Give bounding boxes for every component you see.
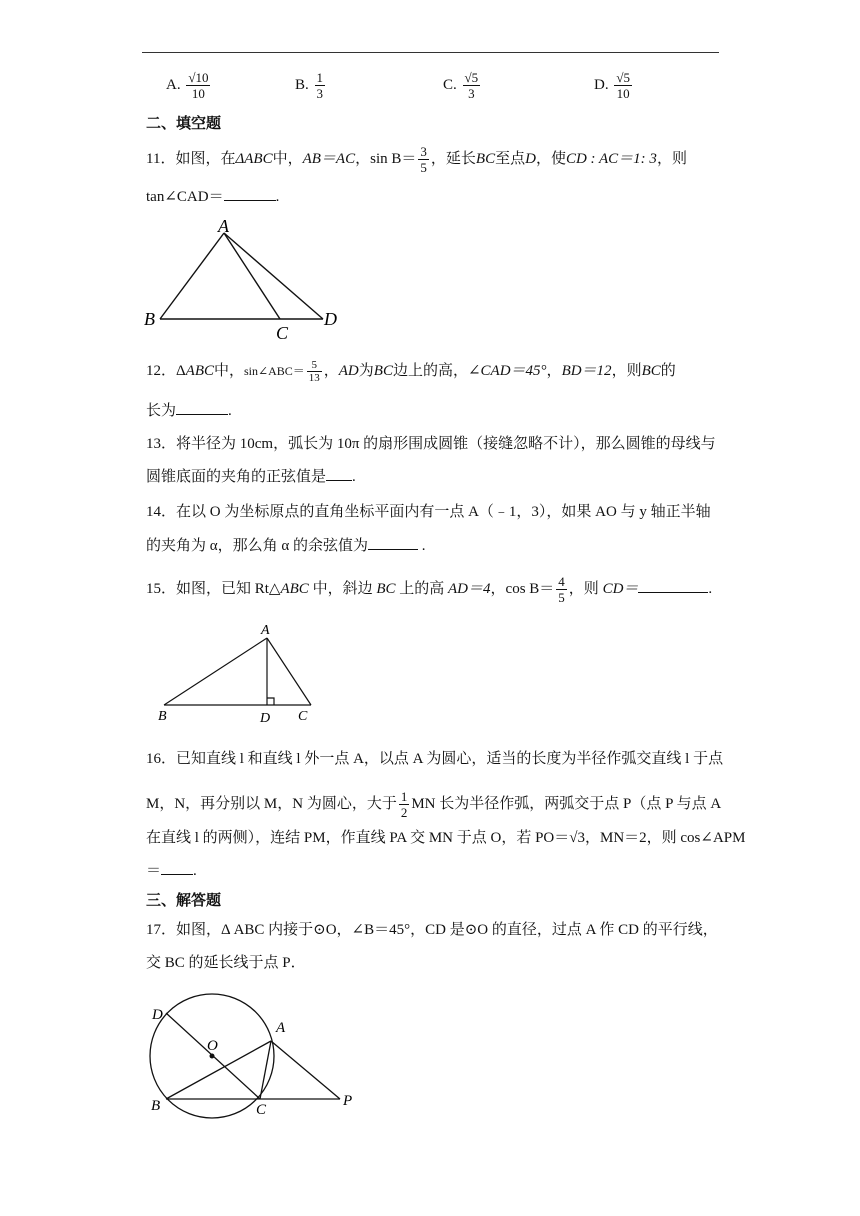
fig17-label-a: A xyxy=(276,1020,286,1036)
q13-answer-blank[interactable] xyxy=(326,466,352,481)
q11-math: D xyxy=(525,150,536,167)
q11-math: BC xyxy=(475,150,496,167)
q15-frac-num: 4 xyxy=(558,574,565,589)
q15-line1 xyxy=(146,574,712,605)
q12-text: ， xyxy=(546,362,562,379)
q12-end: . xyxy=(228,403,232,419)
fig17-label-p: P xyxy=(343,1093,353,1109)
q12-text: ，则 xyxy=(611,362,642,379)
option-a-num: √10 xyxy=(188,70,209,85)
q12-math: sin∠ABC＝ xyxy=(244,363,305,378)
option-b-den: 3 xyxy=(316,86,324,101)
q11-math: sin B＝ xyxy=(370,150,417,167)
fig17-label-d: D xyxy=(152,1007,163,1023)
fig15-side-ab xyxy=(164,638,267,705)
q15-end: . xyxy=(708,580,713,597)
q12-text: 为 xyxy=(358,362,374,379)
section-answer: 三、解答题 xyxy=(146,891,222,909)
q15-math: CD＝ xyxy=(602,580,639,597)
option-b-num: 1 xyxy=(316,70,324,85)
q12-text: 的 xyxy=(660,362,676,379)
q14-end: . xyxy=(417,538,426,554)
q12-line1 xyxy=(146,359,676,384)
fig15-label-b: B xyxy=(158,709,167,724)
option-b-label: B. xyxy=(295,76,309,93)
q12-frac-den: 13 xyxy=(308,372,320,384)
q11-math: AB＝AC xyxy=(302,150,356,167)
q12-answer-blank[interactable] xyxy=(176,400,228,415)
q16-text: MN 长为半径作弧，两弧交于点 P（点 P 与点 A xyxy=(411,795,722,812)
figure-q17 xyxy=(140,985,370,1120)
q15-answer-blank[interactable] xyxy=(638,578,708,593)
option-a-den: 10 xyxy=(191,86,205,101)
q16-frac-den: 2 xyxy=(400,805,408,820)
fig15-side-ac xyxy=(267,638,311,705)
q15-frac-den: 5 xyxy=(558,590,565,605)
q12-text: ， xyxy=(323,362,339,379)
q15-text: ， xyxy=(490,580,506,597)
q11-math: ΔABC xyxy=(235,150,273,167)
q15-math: cos B＝ xyxy=(505,580,555,597)
fig11-side-ac xyxy=(224,233,280,319)
q11-frac-num: 3 xyxy=(420,144,427,159)
q16-line4 xyxy=(146,860,197,881)
fig17-side-ac xyxy=(260,1041,271,1099)
q13-line1: 13．将半径为 10cm，弧长为 10π 的扇形围成圆锥（接缝忽略不计），那么圆锥的母线与 xyxy=(146,436,716,452)
q15-math: BC xyxy=(376,580,396,597)
option-b xyxy=(295,70,327,101)
q12-math: ABC xyxy=(185,362,214,379)
option-a-label: A. xyxy=(166,76,181,93)
q15-text: ，则 xyxy=(568,580,603,597)
q15-math: AD＝4 xyxy=(448,580,491,597)
q11-text: 至点 xyxy=(495,150,526,167)
option-d xyxy=(594,70,634,101)
fig15-label-d: D xyxy=(260,711,271,726)
q15-fraction xyxy=(556,574,567,605)
fig11-side-ad xyxy=(224,233,323,319)
fig11-label-d: D xyxy=(324,309,337,329)
option-a-fraction xyxy=(186,70,210,101)
fig15-label-c: C xyxy=(298,709,308,724)
q16-frac-num: 1 xyxy=(400,789,408,804)
fig17-side-ab xyxy=(166,1041,271,1099)
q12-math: BD＝12 xyxy=(561,362,612,379)
q12-text: 边上的高， xyxy=(392,362,468,379)
q11-line1 xyxy=(146,144,687,175)
q11-text: ，延长 xyxy=(430,150,476,167)
fig11-label-a: A xyxy=(218,216,229,236)
q11-end: . xyxy=(275,189,280,205)
q16-text: M，N，再分别以 M，N 为圆心，大于 xyxy=(146,795,397,812)
option-c-label: C. xyxy=(443,76,457,93)
fig17-label-o: O xyxy=(207,1038,218,1054)
option-c-den: 3 xyxy=(468,86,475,101)
option-c-fraction xyxy=(463,70,481,101)
q11-line2 xyxy=(146,186,279,207)
q16-answer-blank[interactable] xyxy=(161,860,193,875)
q11-text: ，使 xyxy=(535,150,566,167)
option-d-fraction xyxy=(614,70,632,101)
fig11-side-ab xyxy=(160,233,224,319)
fig17-label-c: C xyxy=(256,1102,267,1118)
q11-answer-prompt: tan∠CAD＝ xyxy=(146,189,224,205)
figure-q11 xyxy=(140,215,350,345)
q12-text: 12．Δ xyxy=(146,362,186,379)
q14-line2 xyxy=(146,535,425,556)
section-fill-in: 二、填空题 xyxy=(146,114,222,132)
q12-math: ∠CAD＝45° xyxy=(467,362,547,379)
q11-fraction xyxy=(418,144,429,175)
fig17-center-dot xyxy=(210,1054,215,1059)
q16-line1: 16．已知直线 l 和直线 l 外一点 A，以点 A 为圆心，适当的长度为半径作弧交直线 l 于点 xyxy=(146,751,724,767)
q16-line3: 在直线 l 的两侧），连结 PM，作直线 PA 交 MN 于点 O，若 PO＝√3，MN＝2，则 cos∠APM xyxy=(146,830,746,846)
q17-line1: 17．如图，Δ ABC 内接于⊙O，∠B＝45°，CD 是⊙O 的直径，过点 A 作 CD 的平行线， xyxy=(146,922,718,938)
q12-math: BC xyxy=(373,362,393,379)
fig11-label-b: B xyxy=(144,309,155,329)
q12-text: 中， xyxy=(214,362,245,379)
q12-math: AD xyxy=(338,362,359,379)
option-b-fraction xyxy=(315,70,326,101)
q13-answer-prompt: 圆锥底面的夹角的正弦值是 xyxy=(146,469,327,485)
q11-text: 11．如图，在 xyxy=(146,150,236,167)
q16-fraction xyxy=(399,789,410,820)
q13-line2 xyxy=(146,466,356,487)
q13-end: . xyxy=(352,469,356,485)
q11-text: 中， xyxy=(272,150,303,167)
q12-math: BC xyxy=(641,362,661,379)
q12-answer-prompt: 长为 xyxy=(146,403,177,419)
top-rule xyxy=(142,52,719,53)
option-a xyxy=(166,70,212,101)
q16-end: . xyxy=(193,863,197,879)
option-c-num: √5 xyxy=(464,70,479,85)
q14-answer-blank[interactable] xyxy=(368,535,418,550)
q11-text: ， xyxy=(355,150,371,167)
q15-text: 上的高 xyxy=(395,580,449,597)
q12-fraction xyxy=(307,359,322,384)
figure-q15 xyxy=(150,618,325,728)
q11-math: CD : AC＝1: 3 xyxy=(565,150,657,167)
q17-line2: 交 BC 的延长线于点 P． xyxy=(146,955,306,971)
q16-line2 xyxy=(146,789,721,820)
q11-text: ，则 xyxy=(656,150,687,167)
fig11-label-c: C xyxy=(276,323,289,343)
fig15-right-angle-mark xyxy=(267,698,274,705)
q11-answer-blank[interactable] xyxy=(224,186,276,201)
option-d-label: D. xyxy=(594,76,609,93)
q12-line2 xyxy=(146,400,232,421)
q14-line1: 14．在以 O 为坐标原点的直角坐标平面内有一点 A（﹣1，3），如果 AO 与 y 轴正半轴 xyxy=(146,504,711,520)
q14-answer-prompt: 的夹角为 α，那么角 α 的余弦值为 xyxy=(146,538,368,554)
option-d-num: √5 xyxy=(616,70,630,85)
fig15-label-a: A xyxy=(261,623,270,638)
option-d-den: 10 xyxy=(616,86,630,101)
q16-answer-prompt: ＝ xyxy=(146,863,162,879)
fig17-label-b: B xyxy=(151,1098,161,1114)
fig17-line-ap xyxy=(271,1041,340,1099)
q11-frac-den: 5 xyxy=(420,160,427,175)
q15-text: 中，斜边 xyxy=(308,580,377,597)
option-c xyxy=(443,70,482,101)
q15-math: ABC xyxy=(280,580,309,597)
q15-text: 15．如图，已知 Rt△ xyxy=(146,580,281,597)
q12-frac-num: 5 xyxy=(307,359,322,372)
